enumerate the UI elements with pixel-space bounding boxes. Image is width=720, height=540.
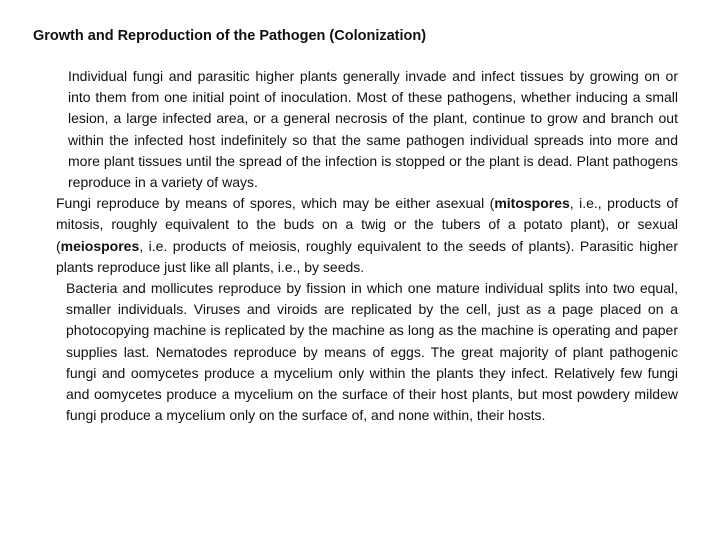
- paragraph-colonization: Individual fungi and parasitic higher plants generally invade and infect tissues by growing on or into them from one initial point of inoculation. Most of these pathogens, whether inducing a small lesion, a large infected area, or a general necrosis of the plant, continue to grow and branch out within the infected host indefinitely so that the same pathogen individual spreads into more and more plant tissues until the spread of the infection is stopped or the plant is dead. Plant pathogens reproduce in a variety of ways.: [68, 68, 678, 191]
- term-meiospores: meiospores: [60, 237, 140, 254]
- body-text: [33, 66, 678, 426]
- section-heading: Growth and Reproduction of the Pathogen (Colonization): [33, 28, 427, 44]
- document-page: [33, 26, 678, 426]
- paragraph-fungi-text-c: , i.e. products of meiosis, roughly equivalent to the seeds of plants). Parasitic higher plants reproduce just like all plants, i.e., by seeds.: [56, 237, 678, 275]
- paragraph-fungi-text-a: Fungi reproduce by means of spores, which may be either asexual (: [56, 195, 495, 212]
- paragraph-bacteria-reproduction: Bacteria and mollicutes reproduce by fission in which one mature individual splits into two equal, smaller individuals. Viruses and viroids are replicated by the cell, just as a page placed on a photocopying machine is replicated by the machine as long as the machine is operating and paper supplies last. Nematodes reproduce by means of eggs. The great majority of plant pathogenic fungi and oomycetes produce a mycelium only within the plants they infect. Relatively few fungi and oomycetes produce a mycelium on the surface of their host plants, but most powdery mildew fungi produce a mycelium only on the surface of, and none within, their hosts.: [66, 280, 678, 424]
- paragraph-fungi-reproduction: [33, 193, 678, 278]
- paragraph-fungi-text-b: , i.e., products of mitosis, roughly equivalent to the buds on a twig or the tubers of a potato plant), or sexual (: [56, 195, 678, 254]
- term-mitospores: mitospores: [494, 195, 570, 212]
